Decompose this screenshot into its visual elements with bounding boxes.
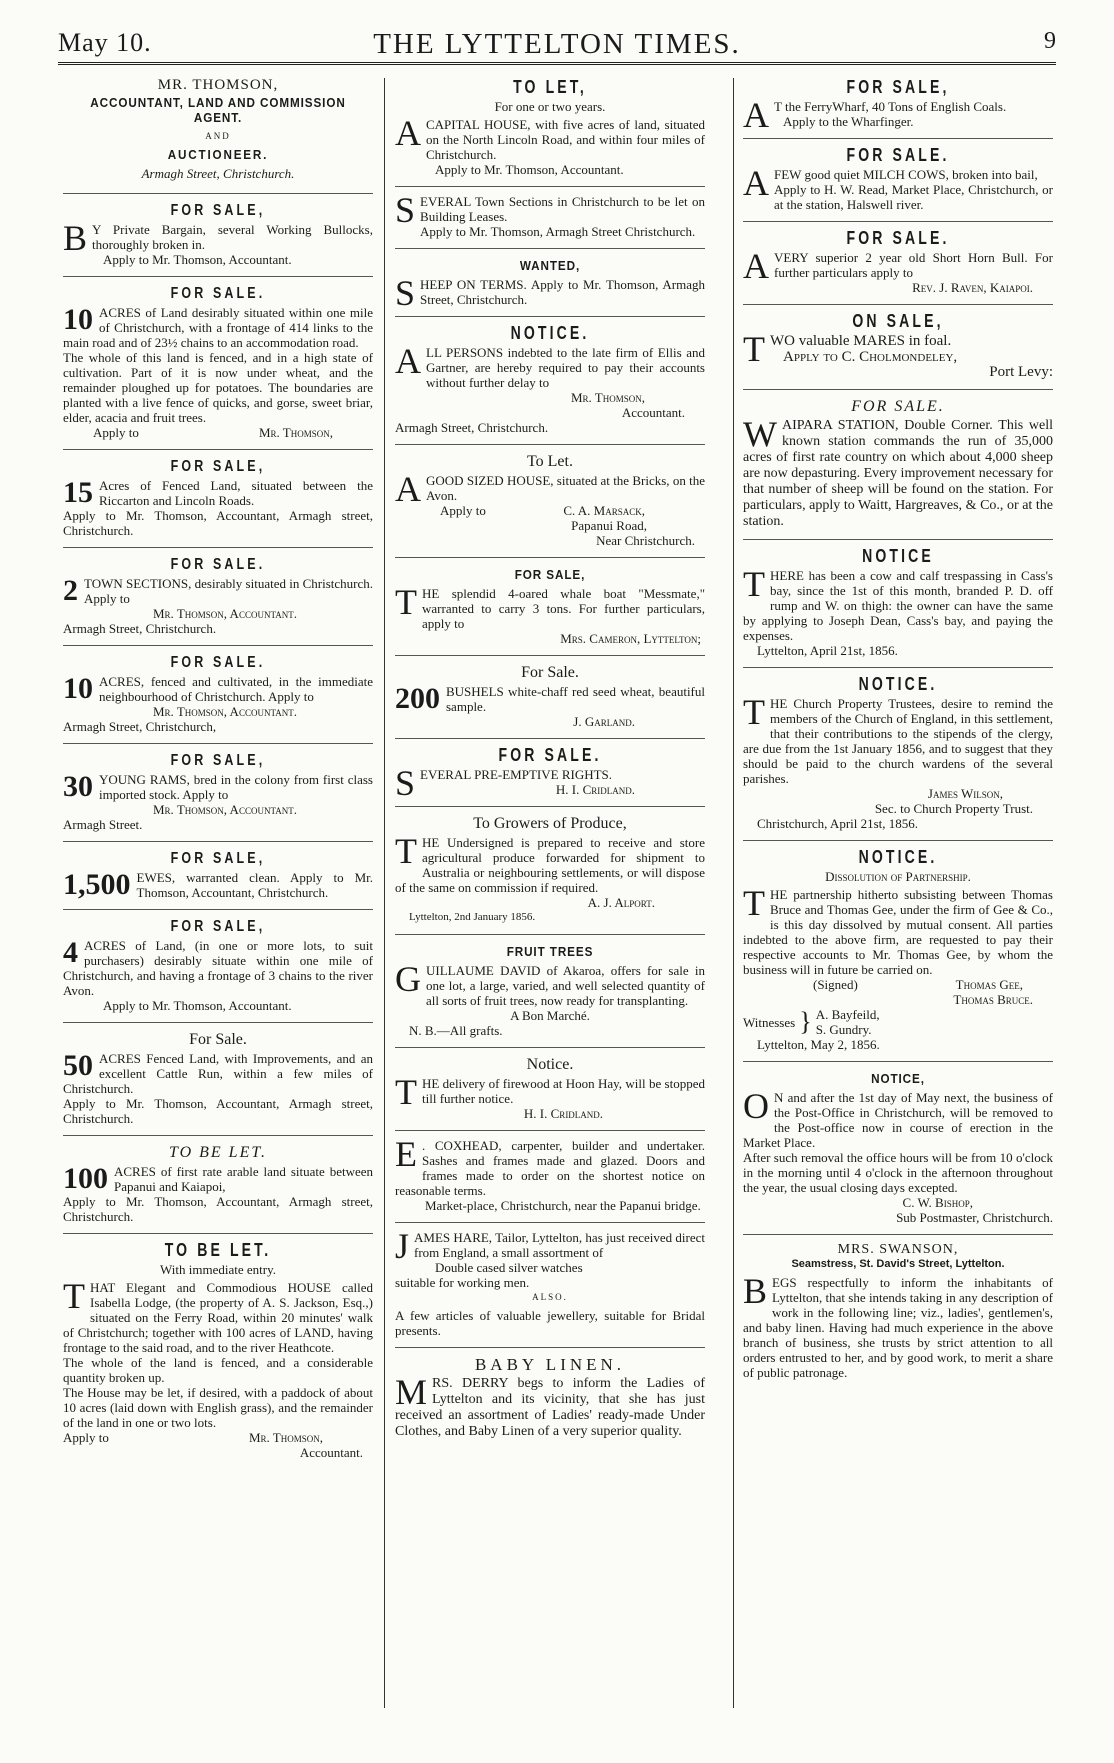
ad-signature: H. I. Cridland. <box>555 782 635 797</box>
ad-separator <box>395 186 705 187</box>
ad-date: Lyttelton, May 2, 1856. <box>757 1037 880 1052</box>
ad-heading: For Sale. <box>521 664 579 681</box>
drop-cap: A <box>743 246 769 286</box>
ad-separator <box>743 304 1053 305</box>
ad-body: EVERAL Town Sections in Christchurch to be let on Building Leases. <box>420 194 705 224</box>
ad-heading: ON SALE, <box>852 311 944 331</box>
ad-milch-cows <box>743 144 1053 217</box>
ad-subheading: Seamstress, St. David's Street, Lyttelton. <box>791 1258 1005 1270</box>
ad-heading: FOR SALE. <box>846 228 950 248</box>
ad-body: HEEP ON TERMS. Apply to Mr. Thomson, Armagh Street, Christchurch. <box>420 277 705 307</box>
ad-number: 10 <box>63 672 93 705</box>
ad-pre-emptive-rights <box>395 744 705 802</box>
ad-10-acres-land <box>63 282 373 445</box>
ad-fruit-trees <box>395 940 705 1043</box>
ad-subheading: For one or two years. <box>494 99 606 114</box>
ad-line: A few articles of valuable jewellery, suitable for Bridal presents. <box>395 1308 705 1338</box>
ad-signature-3: Near Christchurch. <box>596 533 695 548</box>
ad-signature-2: Accountant. <box>621 405 685 420</box>
ad-body: HE splendid 4-oared whale boat "Messmate," warranted to carry 3 tons. For further particulars, apply to <box>422 586 705 631</box>
ad-coxhead-carpenter <box>395 1136 705 1218</box>
drop-cap: S <box>395 190 416 230</box>
ad-signature: C. A. Marsack, <box>563 503 645 518</box>
ad-subheading: Dissolution of Partnership. <box>825 869 971 884</box>
ad-heading: TO BE LET. <box>168 1144 268 1161</box>
column-2 <box>395 76 705 1445</box>
ad-apply: Apply to Mr. Thomson, Armagh Street Christchurch. <box>420 224 696 239</box>
ad-signature: Mrs. Cameron, Lyttelton; <box>560 631 701 646</box>
ad-signature: A. J. Alport. <box>587 895 655 910</box>
ad-heading: Notice. <box>526 1056 574 1073</box>
ad-bushels-wheat <box>395 661 705 734</box>
ad-heading: NOTICE <box>862 546 934 566</box>
ad-heading: TO LET, <box>513 77 587 97</box>
drop-cap: A <box>395 469 421 509</box>
ad-body: HE Church Property Trustees, desire to remind the members of the Church of England, in this settlement, that their contributions to the stipends of the clergy, are due from the 1st January 1856, and to suggest that they should be paid to the church wardens of the several parishes. <box>743 696 1053 786</box>
ad-heading: BABY LINEN. <box>474 1355 626 1374</box>
ad-body: AMES HARE, Tailor, Lyttelton, has just received direct from England, a small assortment of <box>414 1230 705 1260</box>
drop-cap: A <box>743 95 769 135</box>
ad-separator <box>743 1061 1053 1062</box>
ad-separator <box>63 645 373 646</box>
ad-heading: To Growers of Produce, <box>473 815 627 832</box>
ad-body: HE delivery of firewood at Hoon Hay, will be stopped till further notice. <box>422 1076 705 1106</box>
advertiser-name: MR. THOMSON, <box>157 77 279 93</box>
ad-apply: Apply to <box>63 1430 109 1445</box>
ad-number: 100 <box>63 1162 108 1195</box>
drop-cap: T <box>743 564 765 604</box>
ad-heading: FOR SALE. <box>851 398 945 415</box>
ad-body-2: After such removal the office hours will be from 10 o'clock in the morning until 4 o'clock in the afternoon throughout the year, the usual closing days excepted. <box>743 1150 1053 1195</box>
ad-body: ACRES of Land desirably situated within one mile of Christchurch, with a frontage of 414 links to the main road and of 23½ chains to an accommodation road. <box>63 305 373 350</box>
auctioneer-label: AUCTIONEER. <box>167 147 269 162</box>
ad-signature: Mr. Thomson, Accountant. <box>153 704 297 719</box>
ad-wanted-sheep <box>395 254 705 312</box>
ad-separator <box>63 193 373 194</box>
ad-body: Acres of Fenced Land, situated between the Riccarton and Lincoln Roads. <box>99 478 373 508</box>
ad-isabella-lodge <box>63 1239 373 1465</box>
ad-number: 2 <box>63 574 78 607</box>
ad-separator <box>395 316 705 317</box>
ad-working-bullocks <box>63 199 373 272</box>
drop-cap: S <box>395 763 416 803</box>
ad-signature: C. W. Bishop, <box>902 1195 973 1210</box>
ad-heading: NOTICE. <box>858 847 938 867</box>
ad-number: 10 <box>63 303 93 336</box>
advertiser-role: ACCOUNTANT, LAND AND COMMISSION AGENT. <box>90 95 346 125</box>
ad-whale-boat <box>395 563 705 651</box>
ad-signature: Mr. Thomson, <box>570 390 645 405</box>
ad-signature: Mr. Thomson, Accountant. <box>153 802 297 817</box>
ad-mares-in-foal <box>743 310 1053 385</box>
ad-heading: MRS. SWANSON, <box>837 1242 959 1257</box>
signed-label: (Signed) <box>813 977 858 992</box>
ad-body: BUSHELS white-chaff red seed wheat, beautiful sample. <box>446 684 705 714</box>
ad-separator <box>395 557 705 558</box>
ad-apply: Apply to Mr. Thomson, Accountant, Armagh street, Christchurch. <box>63 508 373 538</box>
ad-50-acres <box>63 1028 373 1131</box>
ad-james-hare-tailor <box>395 1228 705 1343</box>
ad-separator <box>63 743 373 744</box>
ad-note: N. B.—All grafts. <box>409 1023 503 1038</box>
ad-body: ACRES of Land, (in one or more lots, to suit purchasers) desirably situate within one mile of Christchurch, and having a frontage of 3 chains to the river Avon. <box>63 938 373 998</box>
ad-body: UILLAUME DAVID of Akaroa, offers for sale in one lot, a large, varied, and well selected quantity of all sorts of fruit trees, now ready for transplanting. <box>426 963 705 1008</box>
ad-line: suitable for working men. <box>395 1275 530 1290</box>
ad-heading: For Sale. <box>189 1031 247 1048</box>
ad-apply: Apply to Mr. Thomson, Accountant, Armagh street, Christchurch. <box>63 1194 373 1224</box>
ad-address: Port Levy: <box>989 364 1053 380</box>
ad-body: N and after the 1st day of May next, the business of the Post-Office in Christchurch, will be removed to the Post-office now in course of erection in the Market Place. <box>743 1090 1053 1150</box>
ad-heading: NOTICE. <box>510 323 590 343</box>
ad-heading: FOR SALE. <box>498 745 602 765</box>
ad-separator <box>63 1233 373 1234</box>
drop-cap: T <box>743 692 765 732</box>
ad-separator <box>395 1347 705 1348</box>
ad-apply: Apply to the Wharfinger. <box>783 114 914 129</box>
ad-number: 30 <box>63 770 93 803</box>
ad-separator <box>395 1222 705 1223</box>
column-1 <box>63 76 373 1465</box>
drop-cap: B <box>743 1271 768 1311</box>
ad-baby-linen <box>395 1353 705 1445</box>
ad-separator <box>63 449 373 450</box>
ad-heading: To Let. <box>527 453 573 470</box>
ad-body: AIPARA STATION, Double Corner. This well known station commands the run of 35,000 acres of first rate country on which about 4,000 sheep are now depasturing. Every improvement necessary for that number of sheep will be found on the station. For particulars, apply to Waitt, Hargreaves, & Co., or at the station. <box>743 418 1053 529</box>
drop-cap: T <box>395 831 417 871</box>
masthead <box>58 22 1056 65</box>
ad-separator <box>395 738 705 739</box>
ad-body: HE Undersigned is prepared to receive and store agricultural produce forwarded for shipment to Australia or neighbouring settlements, or will dispose of the same on commission if required. <box>395 835 705 895</box>
ad-separator <box>395 1130 705 1131</box>
drop-cap: J <box>395 1226 410 1266</box>
ad-body: ACRES of first rate arable land situate between Papanui and Kaiapoi, <box>114 1164 373 1194</box>
ad-heading: FOR SALE, <box>514 567 586 582</box>
ad-15-acres <box>63 455 373 543</box>
ad-signature: Mr. Thomson, Accountant. <box>153 606 297 621</box>
ad-number: 4 <box>63 936 78 969</box>
ad-apply: Apply to H. W. Read, Market Place, Christchurch, or at the station, Halswell river. <box>774 182 1053 212</box>
ad-separator <box>63 276 373 277</box>
ad-100-acres-to-let <box>63 1141 373 1229</box>
column-rule <box>733 78 734 1708</box>
ad-separator <box>63 909 373 910</box>
ad-signature: J. Garland. <box>573 714 635 729</box>
ad-body: ACRES Fenced Land, with Improvements, and an excellent Cattle Run, within a few miles of Christchurch. <box>63 1051 373 1096</box>
ad-body: VERY superior 2 year old Short Horn Bull. For further particulars apply to <box>774 250 1053 280</box>
ad-signature: A Bon Marché. <box>510 1008 590 1023</box>
ad-apply: Apply to Mr. Thomson, Accountant. <box>103 252 292 267</box>
ad-firewood-notice <box>395 1053 705 1126</box>
witness-name: A. Bayfeild, <box>815 1007 880 1022</box>
ad-heading: FOR SALE. <box>170 285 266 302</box>
ad-body: FEW good quiet MILCH COWS, broken into bail, <box>774 167 1038 182</box>
drop-cap: W <box>743 414 777 454</box>
ad-address: Market-place, Christchurch, near the Papanui bridge. <box>425 1198 701 1213</box>
drop-cap: A <box>395 341 421 381</box>
ad-separator <box>63 547 373 548</box>
ad-heading: FRUIT TREES <box>506 944 594 959</box>
ad-apply: Apply to Mr. Thomson, Accountant. <box>103 998 292 1013</box>
newspaper-title: THE LYTTELTON TIMES. <box>373 28 741 60</box>
ad-body: YOUNG RAMS, bred in the colony from first class imported stock. Apply to <box>99 772 373 802</box>
ad-address: Armagh Street, Christchurch. <box>63 621 217 636</box>
ad-thomson-header <box>63 76 373 189</box>
ad-separator <box>743 539 1053 540</box>
ad-separator <box>743 221 1053 222</box>
ad-separator <box>743 138 1053 139</box>
ad-body: LL PERSONS indebted to the late firm of Ellis and Gartner, are hereby required to pay their accounts without further delay to <box>426 345 705 390</box>
ad-body: HERE has been a cow and calf trespassing in Cass's bay, since the 1st of this month, branded P. D. off rump and W. on thigh: the owner can have the same by applying to Joseph Dean, Cass's bay, and paying the expenses. <box>743 568 1053 643</box>
ad-signature: Rev. J. Raven, Kaiapoi. <box>912 280 1033 295</box>
ad-body: ACRES, fenced and cultivated, in the immediate neighbourhood of Christchurch. Apply to <box>99 674 373 704</box>
ad-signature-2: Sub Postmaster, Christchurch. <box>896 1210 1053 1225</box>
ad-also: ALSO. <box>532 1292 568 1302</box>
ad-heading: FOR SALE, <box>170 752 266 769</box>
ad-heading: WANTED, <box>519 258 581 273</box>
ad-separator <box>395 444 705 445</box>
ad-notice-ellis-gartner <box>395 322 705 440</box>
drop-cap: O <box>743 1086 769 1126</box>
ad-date: Lyttelton, April 21st, 1856. <box>757 643 898 658</box>
ad-address: Armagh Street. <box>63 817 143 832</box>
issue-date: May 10. <box>58 28 152 57</box>
ad-apply: Apply to Mr. Thomson, Accountant. <box>435 162 624 177</box>
drop-cap: T <box>395 582 417 622</box>
ad-separator <box>743 1234 1053 1235</box>
ad-number: 1,500 <box>63 868 131 901</box>
ad-date: Lyttelton, 2nd January 1856. <box>409 911 536 923</box>
ad-separator <box>395 806 705 807</box>
drop-cap: E <box>395 1134 417 1174</box>
ad-heading: NOTICE, <box>871 1071 925 1086</box>
brace-icon: } <box>799 1007 812 1036</box>
ad-line: Double cased silver watches <box>435 1260 583 1275</box>
ad-separator <box>395 248 705 249</box>
ad-growers-of-produce <box>395 812 705 930</box>
column-3 <box>743 76 1053 1385</box>
ad-body: EVERAL PRE-EMPTIVE RIGHTS. <box>420 767 613 782</box>
ad-heading: FOR SALE, <box>170 202 266 219</box>
drop-cap: S <box>395 273 416 313</box>
ad-signature: Thomas Gee, <box>955 977 1023 992</box>
ad-number: 200 <box>395 682 440 715</box>
drop-cap: A <box>395 113 421 153</box>
ad-10-acres-fenced <box>63 651 373 739</box>
ad-body-3: The House may be let, if desired, with a paddock of about 10 acres (laid down with English grass), and the remainder of the land in one or two lots. <box>63 1385 373 1430</box>
ad-signature-2: Thomas Bruce. <box>953 992 1033 1007</box>
ad-separator <box>395 1047 705 1048</box>
drop-cap: T <box>743 883 765 923</box>
ad-body-2: The whole of the land is fenced, and a considerable quantity broken up. <box>63 1355 373 1385</box>
drop-cap: T <box>743 329 765 369</box>
ad-separator <box>395 655 705 656</box>
ad-apply: Apply to <box>93 425 139 440</box>
drop-cap: M <box>395 1372 428 1412</box>
ad-address: Armagh Street, Christchurch, <box>63 719 217 734</box>
ad-body: WO valuable MARES in foal. <box>770 333 952 349</box>
ad-town-sections <box>63 553 373 641</box>
ad-body: EWES, warranted clean. Apply to Mr. Thomson, Accountant, Christchurch. <box>136 870 373 900</box>
ad-body: Y Private Bargain, several Working Bullocks, thoroughly broken in. <box>92 222 373 252</box>
ad-heading: FOR SALE, <box>170 850 266 867</box>
ad-apply: Apply to Mr. Thomson, Accountant, Armagh street, Christchurch. <box>63 1096 373 1126</box>
ad-town-sections-let <box>395 192 705 244</box>
drop-cap: A <box>743 163 769 203</box>
ad-signature: Mr. Thomson, <box>248 1430 323 1445</box>
witnesses-block <box>743 1007 1053 1037</box>
ad-separator <box>395 934 705 935</box>
ad-separator <box>63 1022 373 1023</box>
ad-separator <box>743 667 1053 668</box>
ad-body: HE partnership hitherto subsisting between Thomas Bruce and Thomas Gee, under the firm of Gee & Co., is this day dissolved by mutual consent. All parties indebted to the above firm, are requested to pay their respective accounts to Mr. Thomas Gee, by whom the business will in future be carried on. <box>743 887 1053 977</box>
ad-body: TOWN SECTIONS, desirably situated in Christchurch. Apply to <box>84 576 373 606</box>
ad-young-rams <box>63 749 373 837</box>
ad-separator <box>63 1135 373 1136</box>
ad-body: EGS respectfully to inform the inhabitants of Lyttelton, that she intends taking in any description of work in the following line; viz., ladies', gentlemen's, and baby linen. Having had much experience in the above branch of business, she trusts by strict attention to all orders entrusted to her, and by good work, to merit a share of public patronage. <box>743 1275 1053 1380</box>
ad-church-property <box>743 673 1053 836</box>
ad-body: GOOD SIZED HOUSE, situated at the Bricks, on the Avon. <box>426 473 705 503</box>
advertiser-address: Armagh Street, Christchurch. <box>141 166 295 181</box>
ad-body: CAPITAL HOUSE, with five acres of land, situated on the North Lincoln Road, and within four miles of Christchurch. <box>426 117 705 162</box>
ad-heading: FOR SALE, <box>846 77 950 97</box>
ad-capital-house <box>395 76 705 182</box>
ad-heading: FOR SALE. <box>170 654 266 671</box>
ad-signature: Mr. Thomson, <box>258 425 333 440</box>
ad-apply: Apply to C. Cholmondeley, <box>783 349 958 365</box>
ad-4-acres <box>63 915 373 1018</box>
ad-post-office-notice <box>743 1067 1053 1230</box>
ad-english-coals <box>743 76 1053 134</box>
ad-short-horn-bull <box>743 227 1053 300</box>
witness-name: S. Gundry. <box>815 1022 872 1037</box>
ad-heading: FOR SALE. <box>846 145 950 165</box>
ad-separator <box>743 840 1053 841</box>
ad-signature: H. I. Cridland. <box>523 1106 604 1121</box>
and-text: AND <box>205 131 231 141</box>
witnesses-label: Witnesses <box>743 1014 796 1030</box>
ad-heading: TO BE LET. <box>164 1240 272 1260</box>
drop-cap: T <box>395 1072 417 1112</box>
ad-waipara-station <box>743 395 1053 535</box>
drop-cap: B <box>63 218 88 258</box>
ad-mrs-swanson <box>743 1240 1053 1385</box>
ad-separator <box>63 841 373 842</box>
ad-address: Armagh Street, Christchurch. <box>395 420 549 435</box>
ad-heading: NOTICE. <box>858 674 938 694</box>
ad-date: Christchurch, April 21st, 1856. <box>757 816 919 831</box>
ad-good-sized-house <box>395 450 705 553</box>
ad-separator <box>743 389 1053 390</box>
ad-apply: Apply to <box>440 503 486 518</box>
ad-signature-2: Accountant. <box>299 1445 363 1460</box>
ad-body: HAT Elegant and Commodious HOUSE called Isabella Lodge, (the property of A. S. Jackson, Esq.,) situated on the Ferry Road, within 20 minutes' walk of Christchurch; together with 100 acres of LAND, having frontage to the said road, and to the river Heathcote. <box>63 1280 373 1355</box>
ad-signature-2: Sec. to Church Property Trust. <box>874 801 1033 816</box>
ad-body: RS. DERRY begs to inform the Ladies of Lyttelton and its vicinity, that she has just received an assortment of Ladies' ready-made Under Clothes, and Baby Linen of a very superior quality. <box>395 1376 705 1439</box>
ad-heading: FOR SALE, <box>170 918 266 935</box>
ad-dissolution-partnership <box>743 846 1053 1057</box>
ad-body: . COXHEAD, carpenter, builder and undertaker. Sashes and frames made and glazed. Doors and frames made to order on the shortest notice on reasonable terms. <box>395 1138 705 1198</box>
ad-heading: FOR SALE. <box>170 556 266 573</box>
column-rule <box>384 78 385 1708</box>
drop-cap: T <box>63 1276 85 1316</box>
ad-body: T the FerryWharf, 40 Tons of English Coals. <box>774 99 1007 114</box>
ad-heading: FOR SALE, <box>170 458 266 475</box>
ad-body-2: The whole of this land is fenced, and in a high state of cultivation. Part of it is now under wheat, and the remainder ploughed up for potatoes. The boundaries are planted with a live fence of quicks, and gorse, sweet briar, elder, acacia and fruit trees. <box>63 350 373 425</box>
ad-number: 15 <box>63 476 93 509</box>
ad-subheading: With immediate entry. <box>160 1262 276 1277</box>
ad-number: 50 <box>63 1049 93 1082</box>
ad-signature: James Wilson, <box>927 786 1003 801</box>
ad-cow-trespassing <box>743 545 1053 663</box>
page-number: 9 <box>1044 28 1056 54</box>
ad-signature-2: Papanui Road, <box>571 518 647 533</box>
drop-cap: G <box>395 959 421 999</box>
ad-ewes <box>63 847 373 905</box>
